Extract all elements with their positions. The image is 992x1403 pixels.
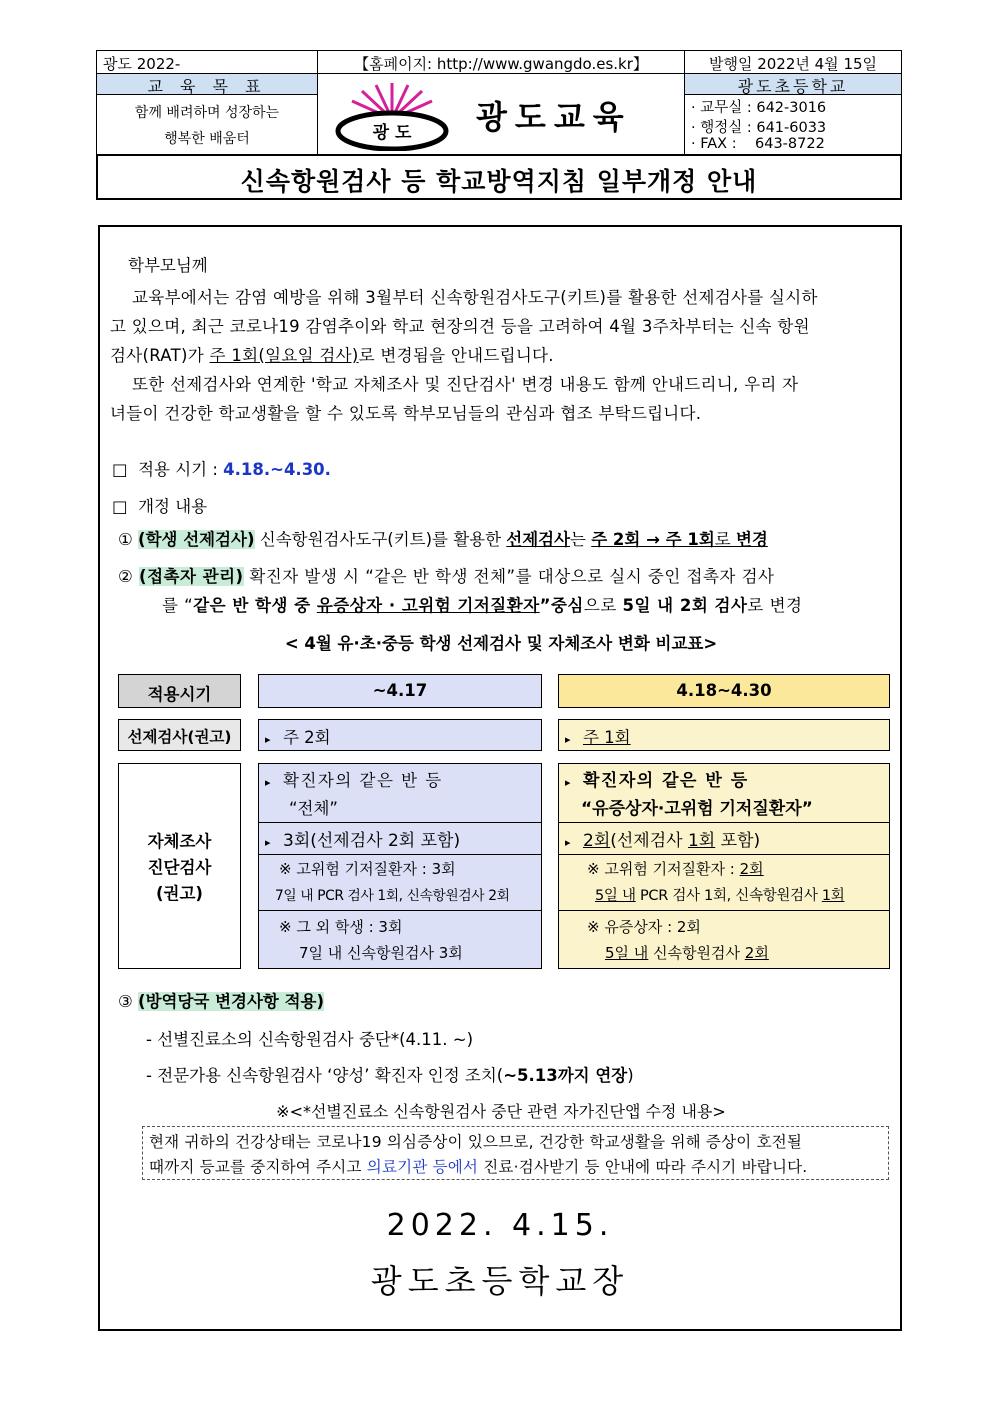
- contact-fax: · FAX : 643-8722: [691, 136, 825, 152]
- intro-line-3a: 검사(RAT)가: [110, 346, 210, 365]
- footer-date: 2022. 4.15.: [386, 1208, 614, 1243]
- logo-text: 광도교육: [476, 98, 632, 136]
- table-caption: < 4월 유·초·중등 학생 선제검사 및 자체조사 변화 비교표>: [284, 634, 718, 653]
- divider: [259, 854, 541, 855]
- item-3-line-2b: ~5.13까지 연장: [503, 1066, 628, 1085]
- row1-before-text: 주 2회: [283, 728, 331, 747]
- item-2-text-b: 를 “: [162, 596, 194, 615]
- item-2-text-g: 5일 내 2회 검사: [622, 596, 748, 615]
- intro-line-4: 또한 선제검사와 연계한 '학교 자체조사 및 진단검사' 변경 내용도 함께 안내드리니, 우리 자: [132, 375, 799, 394]
- a-target: [565, 768, 813, 822]
- goal-cell: [96, 73, 318, 155]
- divider: [559, 822, 889, 823]
- a-count-1: 2회: [583, 831, 611, 851]
- issue-date: 발행일 2022년 4월 15일: [708, 55, 878, 73]
- intro-line-3c: 로 변경됨을 안내드립니다.: [358, 346, 554, 365]
- b-count: [265, 826, 460, 851]
- item-3-line-1: - 선별진료소의 신속항원검사 중단*(4.11. ~): [146, 1030, 474, 1049]
- row1-label-cell: [118, 719, 241, 751]
- homepage-link[interactable]: 【홈페이지: http://www.gwangdo.es.kr】: [354, 55, 648, 73]
- row2-label-1: 자체조사: [147, 832, 212, 851]
- col-before-cell: [258, 674, 542, 708]
- divider: [259, 822, 541, 823]
- row1-before: [265, 724, 331, 748]
- item-2-text-c: 같은 반 학생 중: [193, 596, 317, 615]
- item-2-text-f: 으로: [583, 596, 623, 615]
- change-item-2-cont: [162, 592, 802, 616]
- change-item-1: [118, 526, 768, 550]
- row1-label: 선제검사(권고): [127, 728, 232, 746]
- b-target-1: 확진자의 같은 반 등: [283, 771, 443, 790]
- item-1-text-c: 는: [570, 530, 592, 549]
- issue-no-cell: [96, 50, 318, 74]
- a-note2-3: 신속항원검사: [648, 944, 745, 962]
- a-note2-line2: [605, 942, 769, 963]
- note-box: [142, 1126, 889, 1180]
- a-target-2: “유증상자·고위험 기저질환자”: [581, 799, 813, 819]
- b-note1-2: 7일 내 PCR 검사 1회, 신속항원검사 2회: [275, 888, 510, 904]
- row1-before-cell: [258, 719, 542, 751]
- divider: [559, 910, 889, 911]
- divider: [559, 854, 889, 855]
- row2-before-cell: [258, 763, 542, 969]
- item-2-number: ②: [118, 567, 134, 586]
- bullet-triangle-icon: ▸: [265, 733, 271, 746]
- note-line-1: 현재 귀하의 건강상태는 코로나19 의심증상이 있으므로, 건강한 학교생활을 위해 증상이 호전될: [149, 1133, 803, 1151]
- item-1-number: ①: [118, 530, 133, 549]
- a-note2-1: ※ 유증상자 : 2회: [587, 918, 701, 936]
- change-item-3: [118, 988, 324, 1012]
- bullet-triangle-icon: ▸: [565, 836, 571, 849]
- a-count-3: 1회: [687, 831, 716, 851]
- note-line-2c: 진료·검사받기 등 안내에 따라 주시기 바랍니다.: [478, 1158, 808, 1176]
- intro-weekly-once: 주 1회(일요일 검사): [209, 346, 359, 365]
- row1-after-text: 주 1회: [583, 728, 631, 747]
- footer-signer: 광도초등학교장: [370, 1262, 630, 1300]
- issue-no: 광도 2022-: [103, 55, 181, 73]
- bullet-triangle-icon: ▸: [265, 776, 271, 789]
- b-count-text: 3회(선제검사 2회 포함): [283, 831, 461, 851]
- item-1-text-d: 주 2회 → 주 1회: [591, 530, 715, 549]
- note-line-2a: 때까지 등교를 중지하여 주시고: [149, 1158, 367, 1176]
- item-3-number: ③: [118, 992, 133, 1011]
- bullet-triangle-icon: ▸: [265, 836, 271, 849]
- period-label: □ 적용 시기 :: [112, 460, 224, 479]
- row2-label-cell: [118, 763, 241, 969]
- b-note1-1: ※ 고위험 기저질환자 : 3회: [279, 860, 456, 878]
- a-note2-2: 5일 내: [605, 944, 649, 962]
- school-cell: [684, 73, 902, 155]
- a-count: [565, 826, 760, 851]
- b-target-2: “전체”: [289, 799, 338, 818]
- logo-cell: [317, 73, 685, 155]
- intro-line-3: [110, 341, 892, 370]
- a-note1-5: 1회: [821, 888, 845, 904]
- goal-title: 교 육 목 표: [97, 74, 317, 95]
- row2-after-cell: [558, 763, 890, 969]
- a-note1-1: ※ 고위험 기저질환자 :: [587, 860, 740, 878]
- col-label-cell: [118, 674, 241, 708]
- item-2-text-a: 확진자 발생 시 “같은 반 학생 전체”를 대상으로 실시 중인 접촉자 검사: [243, 567, 775, 586]
- item-3-line-2a: - 전문가용 신속항원검사 ‘양성’ 확진자 인정 조치(: [146, 1066, 504, 1085]
- item-3-tag: (방역당국 변경사항 적용): [138, 992, 325, 1011]
- b-note2-1: ※ 그 외 학생 : 3회: [279, 918, 403, 936]
- row1-after-cell: [558, 719, 890, 751]
- bullet-triangle-icon: ▸: [565, 733, 571, 746]
- note-title: ※<*선별진료소 신속항원검사 중단 관련 자가진단앱 수정 내용>: [276, 1102, 726, 1121]
- a-note1-line1: [587, 858, 764, 879]
- note-line-2: [149, 1155, 807, 1177]
- period-row: [112, 456, 331, 480]
- item-1-text-a: 신속항원검사도구(키트)를 활용한: [254, 530, 507, 549]
- changes-label: □ 개정 내용: [112, 497, 208, 516]
- contact-admin-office: · 행정실 : 641-6033: [691, 120, 827, 136]
- item-2-text-h: 로 변경: [747, 596, 803, 615]
- svg-text:광 도: 광 도: [372, 123, 412, 143]
- a-note2-4: 2회: [744, 944, 769, 962]
- item-1-text-b: 선제검사: [506, 530, 571, 549]
- issue-date-cell: [684, 50, 902, 74]
- school-emblem-icon: [332, 79, 452, 151]
- document-title: 신속항원검사 등 학교방역지침 일부개정 안내: [240, 167, 758, 196]
- col-label: 적용시기: [147, 685, 212, 704]
- item-2-tag: (접촉자 관리): [139, 567, 244, 586]
- row2-label-2: 진단검사: [147, 858, 212, 877]
- a-count-4: 포함): [715, 831, 761, 851]
- a-count-2: (선제검사: [610, 831, 688, 851]
- greeting: 학부모님께: [128, 256, 208, 275]
- item-2-text-d: 유증상자 · 고위험 기저질환자: [316, 596, 540, 615]
- col-before: ~4.17: [372, 681, 428, 700]
- divider: [259, 910, 541, 911]
- b-target: [265, 768, 443, 822]
- homepage-cell: [317, 50, 685, 74]
- intro-line-5: 녀들이 건강한 학교생활을 할 수 있도록 학부모님들의 관심과 협조 부탁드립니다.: [110, 404, 702, 423]
- contact-teachers-office: · 교무실 : 642-3016: [691, 100, 827, 116]
- item-1-text-e: 로: [714, 530, 736, 549]
- item-1-text-f: 변경: [735, 530, 768, 549]
- a-note1-3: 5일 내: [595, 888, 636, 904]
- b-note2-2: 7일 내 신속항원검사 3회: [299, 944, 463, 962]
- title-cell: [96, 154, 902, 200]
- intro-line-1: 교육부에서는 감염 예방을 위해 3월부터 신속항원검사도구(키트)를 활용한 선제검사를 실시하: [132, 288, 818, 307]
- col-after: 4.18~4.30: [676, 681, 772, 700]
- change-item-2: [118, 563, 774, 587]
- item-3-line-2: [146, 1062, 634, 1086]
- item-1-tag: (학생 선제검사): [138, 530, 255, 549]
- a-note1-2: 2회: [739, 860, 764, 878]
- intro-line-2: 고 있으며, 최근 코로나19 감염추이와 학교 현장의견 등을 고려하여 4월 3주차부터는 신속 항원: [110, 317, 810, 336]
- row2-label-3: (권고): [156, 884, 203, 903]
- a-note1-line2: [595, 884, 844, 905]
- row1-after: [565, 724, 631, 748]
- item-3-line-2c: ): [627, 1066, 634, 1085]
- a-note1-4: PCR 검사 1회, 신속항원검사: [635, 888, 822, 904]
- bullet-triangle-icon: ▸: [565, 776, 571, 789]
- goal-line-1: 함께 배려하며 성장하는: [134, 105, 280, 121]
- item-2-text-e: ”중심: [539, 596, 584, 615]
- col-after-cell: [558, 674, 890, 708]
- goal-line-2: 행복한 배움터: [164, 131, 250, 147]
- note-line-2b: 의료기관 등에서: [366, 1158, 479, 1176]
- school-name: 광도초등학교: [685, 74, 901, 95]
- period-value: 4.18.~4.30.: [223, 460, 331, 479]
- a-target-1: 확진자의 같은 반 등: [583, 771, 749, 791]
